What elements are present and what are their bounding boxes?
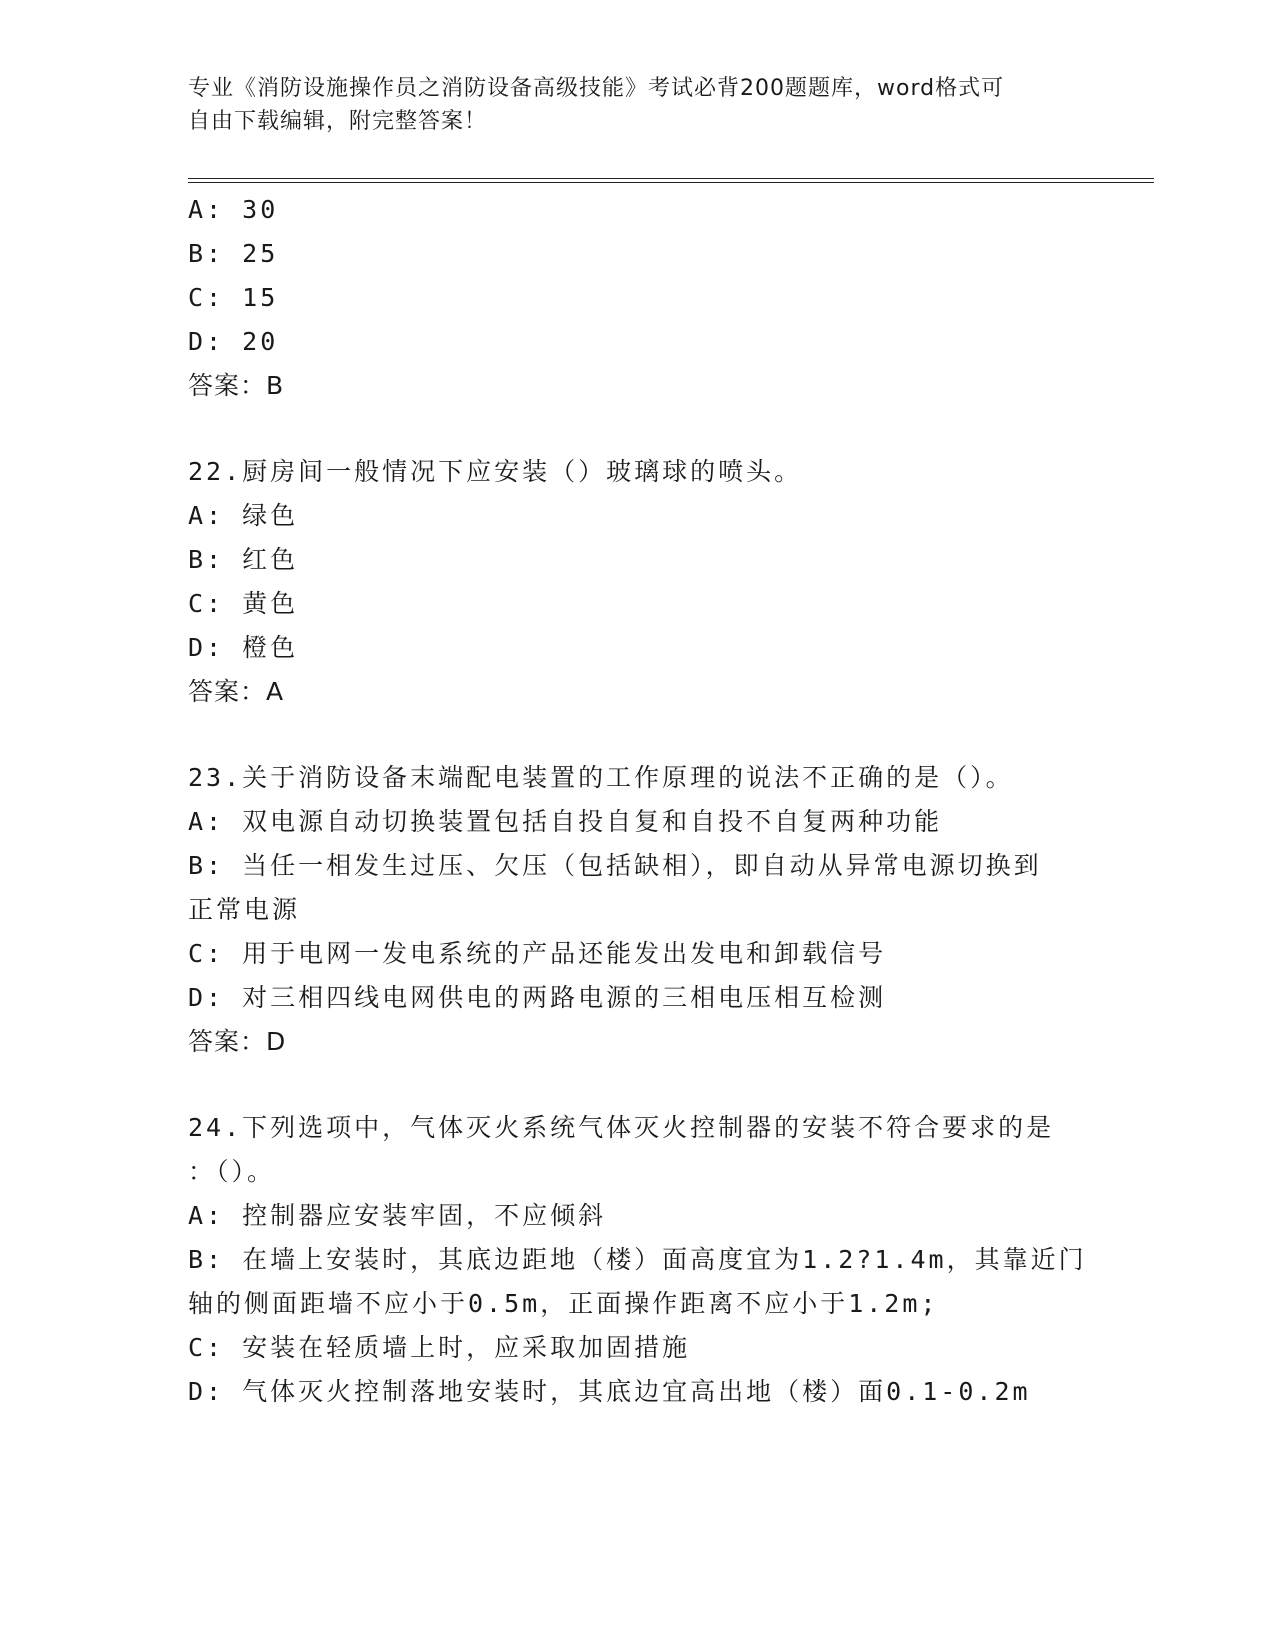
q24-option-b-line-1: B: 在墙上安装时，其底边距地（楼）面高度宜为1.2?1.4m，其靠近门 [188,1245,1087,1274]
q22-stem: 22.厨房间一般情况下应安装（）玻璃球的喷头。 [188,457,803,486]
q24-stem-line-2: ：（）。 [188,1157,276,1186]
q24-stem-line-1: 24.下列选项中，气体灭火系统气体灭火控制器的安装不符合要求的是 [188,1113,1055,1142]
q23-option-d: D: 对三相四线电网供电的两路电源的三相电压相互检测 [188,983,887,1012]
q24-option-d: D: 气体灭火控制落地安装时，其底边宜高出地（楼）面0.1-0.2m [188,1377,1031,1406]
q24-option-c: C: 安装在轻质墙上时，应采取加固措施 [188,1333,691,1362]
q24-option-b-line-2: 轴的侧面距墙不应小于0.5m，正面操作距离不应小于1.2m; [188,1289,939,1318]
q23-option-b-line-1: B: 当任一相发生过压、欠压（包括缺相），即自动从异常电源切换到 [188,851,1042,880]
q22-option-d: D: 橙色 [188,633,299,662]
q22-option-b: B: 红色 [188,545,299,574]
q23-option-b-line-2: 正常电源 [188,895,301,924]
q23-option-a: A: 双电源自动切换装置包括自投自复和自投不自复两种功能 [188,807,943,836]
header-divider-top [188,178,1154,179]
q21-answer: 答案：B [188,371,285,400]
q21-option-c: C: 15 [188,283,279,312]
header-divider-bottom [188,182,1154,183]
q22-option-a: A: 绿色 [188,501,299,530]
q21-option-b: B: 25 [188,239,279,268]
header-line-1: 专业《消防设施操作员之消防设备高级技能》考试必背200题题库，word格式可 [188,76,1005,101]
header-line-2: 自由下载编辑，附完整答案！ [188,109,488,134]
q23-option-c: C: 用于电网一发电系统的产品还能发出发电和卸载信号 [188,939,887,968]
q23-stem: 23.关于消防设备末端配电装置的工作原理的说法不正确的是（）。 [188,763,1014,792]
q24-option-a: A: 控制器应安装牢固，不应倾斜 [188,1201,607,1230]
document-header [188,72,1068,138]
q23-answer: 答案：D [188,1027,287,1056]
q22-answer: 答案：A [188,677,285,706]
q22-option-c: C: 黄色 [188,589,299,618]
q21-option-d: D: 20 [188,327,279,356]
q21-option-a: A: 30 [188,195,279,224]
